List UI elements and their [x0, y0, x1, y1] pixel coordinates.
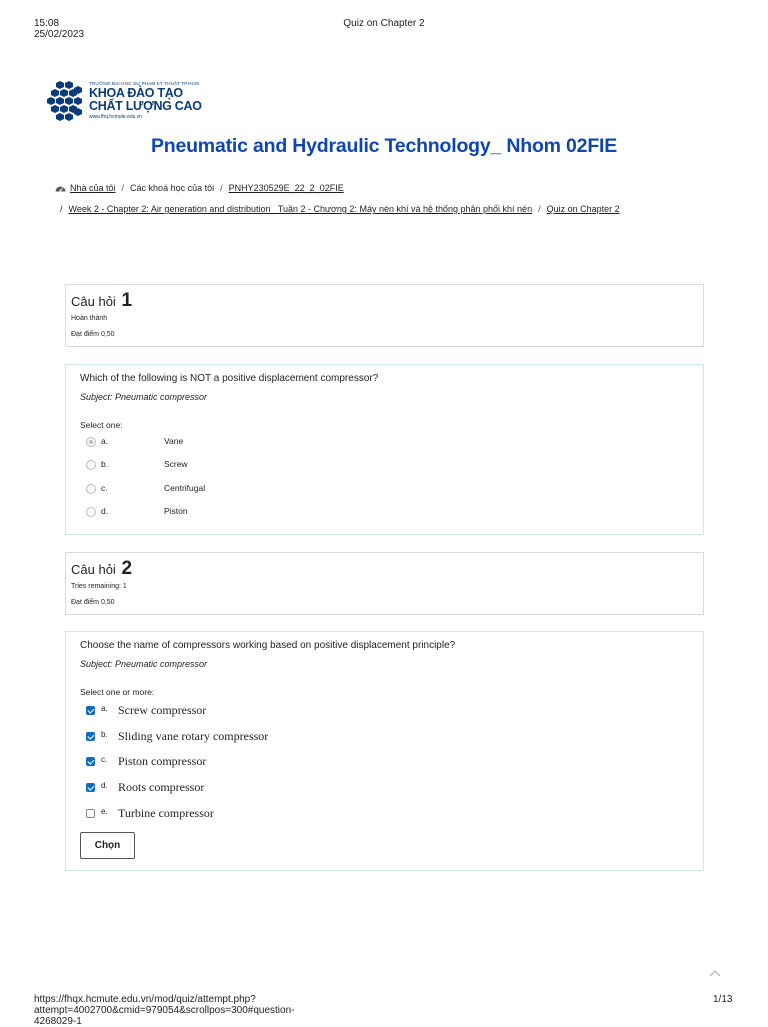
- radio-button[interactable]: [86, 437, 96, 447]
- question-number: [71, 290, 132, 312]
- logo-website: www.fhq.hcmute.edu.vn: [89, 114, 143, 120]
- print-doc-title: Quiz on Chapter 2: [343, 18, 425, 29]
- checkbox[interactable]: [86, 732, 95, 741]
- option-text: Screw: [164, 459, 188, 469]
- option-letter: d.: [101, 781, 108, 790]
- option-text: Sliding vane rotary compressor: [118, 729, 269, 743]
- breadcrumb-quiz[interactable]: Quiz on Chapter 2: [546, 204, 620, 214]
- page-title: Pneumatic and Hydraulic Technology_ Nhom 02FIE: [150, 135, 618, 157]
- breadcrumb-section[interactable]: Week 2 - Chapter 2: Air generation and distribution_ Tuần 2 - Chương 2: Máy nén khí và hệ thống phân phối khí nén: [68, 204, 533, 214]
- print-page-number: 1/13: [713, 994, 733, 1005]
- logo-quality: CHẤT LƯỢNG CAO: [89, 99, 202, 113]
- hexagon-logo-icon: [47, 79, 85, 123]
- option-letter: a.: [101, 704, 108, 713]
- print-url: https://fhqx.hcmute.edu.vn/mod/quiz/attempt.php?attempt=4002700&cmid=979054&scrollpos=300#question-4268029-1: [34, 994, 295, 1027]
- question-subject: Subject: Pneumatic compressor: [80, 659, 208, 669]
- checkbox[interactable]: [86, 706, 95, 715]
- question-1-content: [65, 364, 704, 535]
- question-state: Tries remaining: 1: [71, 583, 127, 590]
- question-grade: Đạt điểm 0,50: [71, 599, 115, 606]
- question-state: Hoàn thành: [71, 315, 108, 322]
- print-datetime: 15:08 25/02/2023: [34, 18, 85, 40]
- checkbox[interactable]: [86, 757, 95, 766]
- breadcrumb-my-courses: Các khoá học của tôi: [130, 183, 215, 193]
- question-label: Câu hỏi: [71, 294, 116, 309]
- checkbox[interactable]: [86, 783, 95, 792]
- question-subject: Subject: Pneumatic compressor: [80, 392, 208, 402]
- option-letter: e.: [101, 807, 108, 816]
- option-text: Turbine compressor: [118, 806, 214, 820]
- option-letter: b.: [101, 459, 109, 469]
- answer-prompt: Select one or more:: [80, 687, 155, 697]
- question-text: Which of the following is NOT a positive displacement compressor?: [80, 373, 379, 384]
- checkbox[interactable]: [86, 809, 95, 818]
- option-letter: d.: [101, 506, 109, 516]
- faculty-logo[interactable]: [47, 79, 202, 125]
- logo-faculty: KHOA ĐÀO TẠO: [89, 86, 183, 100]
- breadcrumb-separator: /: [60, 204, 63, 214]
- breadcrumb-home[interactable]: Nhà của tôi: [70, 183, 116, 193]
- option-letter: c.: [101, 483, 108, 493]
- option-text: Roots compressor: [118, 780, 205, 794]
- radio-button[interactable]: [86, 507, 96, 517]
- radio-button[interactable]: [86, 484, 96, 494]
- question-1-info: [65, 284, 704, 347]
- answer-prompt: Select one:: [80, 420, 123, 430]
- option-letter: c.: [101, 755, 108, 764]
- option-text: Vane: [164, 436, 184, 446]
- logo-text: [89, 81, 202, 120]
- dashboard-icon: [55, 184, 66, 192]
- option-text: Screw compressor: [118, 703, 207, 717]
- option-letter: b.: [101, 730, 108, 739]
- breadcrumb-separator: /: [220, 183, 223, 193]
- question-label: Câu hỏi: [71, 562, 116, 577]
- question-grade: Đạt điểm 0,50: [71, 331, 115, 338]
- breadcrumb: [55, 183, 344, 193]
- breadcrumb-course[interactable]: PNHY230529E_22_2_02FIE: [228, 183, 344, 193]
- question-text: Choose the name of compressors working based on positive displacement principle?: [80, 640, 456, 651]
- option-text: Piston compressor: [118, 754, 207, 768]
- breadcrumb-separator: /: [538, 204, 541, 214]
- question-number-value: 2: [121, 558, 133, 579]
- question-2-info: [65, 552, 704, 615]
- option-letter: a.: [101, 436, 109, 446]
- radio-button[interactable]: [86, 460, 96, 470]
- question-2-content: [65, 631, 704, 871]
- question-number-value: 1: [121, 290, 133, 311]
- breadcrumb-separator: /: [121, 183, 125, 193]
- option-text: Piston: [164, 506, 188, 516]
- check-button[interactable]: Chọn: [80, 832, 135, 859]
- option-text: Centrifugal: [164, 483, 206, 493]
- logo-university: TRƯỜNG ĐẠI HỌC SƯ PHẠM KỸ THUẬT TP.HCM: [89, 81, 199, 86]
- question-number: [71, 558, 132, 580]
- chevron-up-icon[interactable]: [706, 966, 724, 980]
- breadcrumb-row-2: [60, 204, 620, 214]
